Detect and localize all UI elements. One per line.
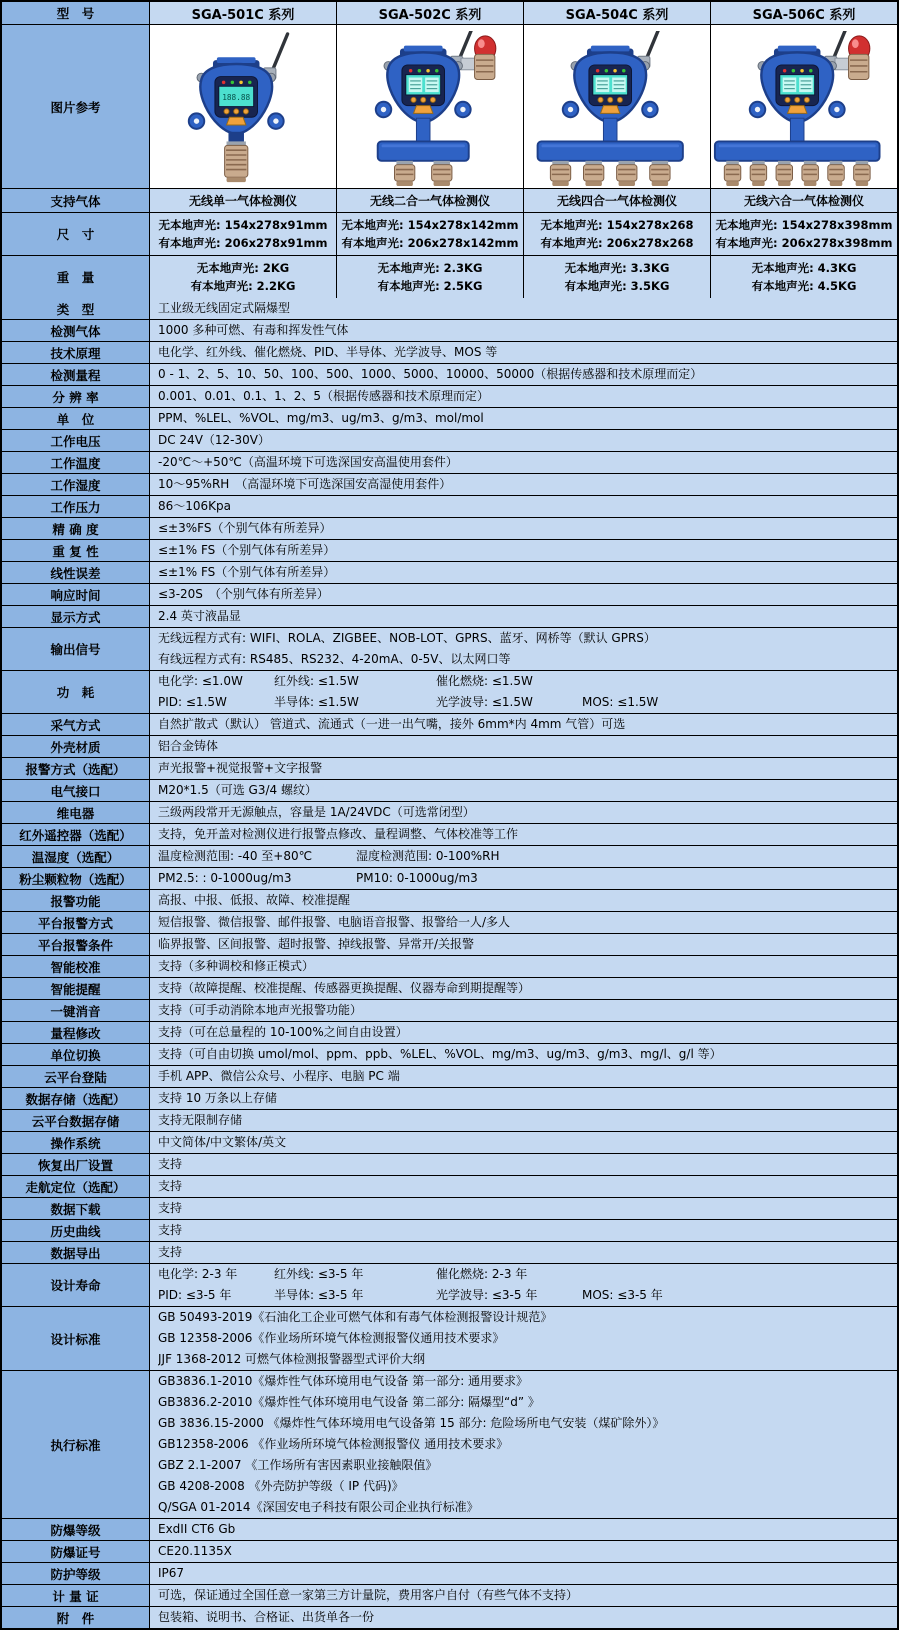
spec-line: 支持: [158, 1223, 183, 1237]
spec-row-label: 报警方式（选配）: [2, 758, 149, 779]
spec-row-label: 采气方式: [2, 714, 149, 735]
spec-line: 可选，保证通过全国任意一家第三方计量院，费用客户自付（有些气体不支持）: [158, 1588, 579, 1602]
spec-grid-segment: 电化学: 2-3 年: [158, 1267, 238, 1281]
spec-line: 有线远程方式有: RS485、RS232、4-20mA、0-5V、以太网口等: [158, 652, 511, 666]
spec-line: CE20.1135X: [158, 1544, 232, 1558]
spec-row-value: [149, 1563, 897, 1584]
spec-line: -20℃～+50℃（高温环境下可选深国安高温使用套件）: [158, 455, 458, 469]
spec-row: [2, 1197, 897, 1219]
spec-row-label: 外壳材质: [2, 736, 149, 757]
weight-501c: [149, 256, 336, 298]
spec-line: 铝合金铸体: [158, 739, 219, 753]
spec-grid-segment: 催化燃烧: ≤1.5W: [436, 674, 533, 688]
spec-row: [2, 1065, 897, 1087]
spec-row-value: [149, 736, 897, 757]
weight-line: 有本地声光: 2.5KG: [377, 279, 483, 294]
spec-row-value: [149, 1132, 897, 1153]
spec-row: [2, 561, 897, 583]
spec-row-value: [149, 1110, 897, 1131]
spec-row-label: 输出信号: [2, 628, 149, 670]
spec-row-value: [149, 978, 897, 999]
spec-line: 高报、中报、低报、故障、校准提醒: [158, 893, 351, 907]
spec-line: GB3836.2-2010《爆炸性气体环境用电气设备 第二部分: 隔爆型“d” 》: [158, 1395, 540, 1409]
spec-row-label: 平台报警方式: [2, 912, 149, 933]
spec-line: ≤±1% FS（个别气体有所差异）: [158, 565, 336, 579]
spec-line: GB12358-2006 《作业场所环境气体检测报警仪 通用技术要求》: [158, 1437, 509, 1451]
spec-row-label: 数据存储（选配）: [2, 1088, 149, 1109]
spec-line: 三级两段常开无源触点，容量是 1A/24VDC（可选常闭型）: [158, 805, 475, 819]
weight-504c: [523, 256, 710, 298]
spec-row: [2, 779, 897, 801]
spec-row-value: [149, 934, 897, 955]
spec-row-value: [149, 562, 897, 583]
model-sga-501c: SGA-501C 系列: [149, 2, 336, 24]
spec-line: 1000 多种可燃、有毒和挥发性气体: [158, 323, 349, 337]
spec-line: 工业级无线固定式隔爆型: [158, 301, 291, 315]
spec-row-value: [149, 584, 897, 605]
spec-row: [2, 1306, 897, 1370]
spec-row: [2, 1370, 897, 1518]
spec-line: 自然扩散式（默认） 管道式、流通式（一进一出气嘴，接外 6mm*内 4mm 气管）可选: [158, 717, 626, 731]
spec-row: [2, 495, 897, 517]
spec-row-value: [149, 1242, 897, 1263]
spec-row-value: [149, 1198, 897, 1219]
support-gas-502c: 无线二合一气体检测仪: [336, 189, 523, 212]
spec-line: GB3836.1-2010《爆炸性气体环境用电气设备 第一部分: 通用要求》: [158, 1374, 529, 1388]
spec-grid-segment: 半导体: ≤1.5W: [274, 695, 359, 709]
spec-row: [2, 627, 897, 670]
spec-row-value: [149, 1307, 897, 1370]
spec-grid-segment: MOS: ≤1.5W: [582, 695, 659, 709]
spec-grid-segment: PID: ≤1.5W: [158, 695, 227, 709]
spec-row-label: 维电器: [2, 802, 149, 823]
spec-row-label: 计 量 证: [2, 1585, 149, 1606]
spec-row-label: 走航定位（选配）: [2, 1176, 149, 1197]
gas-detector-illustration: [525, 31, 709, 188]
size-line: 无本地声光: 154x278x398mm: [715, 217, 893, 232]
size-row: [2, 212, 897, 255]
support-gas-504c: 无线四合一气体检测仪: [523, 189, 710, 212]
spec-row: [2, 1109, 897, 1131]
spec-row-label: 附 件: [2, 1607, 149, 1628]
spec-row: [2, 735, 897, 757]
spec-row-value: [149, 714, 897, 735]
spec-grid-line: [158, 1285, 893, 1306]
spec-row-label: 操作系统: [2, 1132, 149, 1153]
spec-grid-segment: PM2.5: : 0-1000ug/m3: [158, 871, 292, 885]
spec-row: [2, 1043, 897, 1065]
spec-row: [2, 517, 897, 539]
spec-row-value: [149, 912, 897, 933]
spec-row-value: [149, 1541, 897, 1562]
spec-row: [2, 1606, 897, 1628]
spec-row-label: 防爆证号: [2, 1541, 149, 1562]
spec-row: [2, 1087, 897, 1109]
support-gas-label: 支持气体: [2, 189, 149, 212]
spec-row-label: 智能提醒: [2, 978, 149, 999]
spec-line: 临界报警、区间报警、超时报警、掉线报警、异常开/关报警: [158, 937, 475, 951]
image-row-label: 图片参考: [2, 25, 149, 188]
spec-row-value: [149, 1088, 897, 1109]
spec-row-value: [149, 408, 897, 429]
spec-line: 2.4 英寸液晶显: [158, 609, 241, 623]
spec-grid-segment: 湿度检测范围: 0-100%RH: [356, 849, 500, 863]
spec-grid-segment: 电化学: ≤1.0W: [158, 674, 243, 688]
spec-row-label: 平台报警条件: [2, 934, 149, 955]
spec-line: Q/SGA 01-2014《深国安电子科技有限公司企业执行标准》: [158, 1500, 479, 1514]
spec-line: 包装箱、说明书、合格证、出货单各一份: [158, 1610, 375, 1624]
spec-row-value: [149, 474, 897, 495]
spec-grid-segment: 红外线: ≤1.5W: [274, 674, 359, 688]
spec-row: [2, 583, 897, 605]
size-line: 有本地声光: 206x278x91mm: [158, 236, 328, 251]
spec-line: PPM、%LEL、%VOL、mg/m3、ug/m3、g/m3、mol/mol: [158, 411, 484, 425]
spec-row-value: [149, 780, 897, 801]
spec-line: JJF 1368-2012 可燃气体检测报警器型式评价大纲: [158, 1352, 426, 1366]
spec-row: [2, 911, 897, 933]
spec-row-label: 工作压力: [2, 496, 149, 517]
spec-row-label: 设计寿命: [2, 1264, 149, 1306]
size-line: 无本地声光: 154x278x91mm: [158, 217, 328, 232]
spec-row-value: [149, 1519, 897, 1540]
gas-detector-illustration: [712, 31, 896, 188]
spec-row-value: [149, 890, 897, 911]
spec-line: 电化学、红外线、催化燃烧、PID、半导体、光学波导、MOS 等: [158, 345, 498, 359]
device-image-sga-502c: [336, 25, 523, 188]
header-row: [2, 2, 897, 24]
spec-line: 支持（多种调校和修正模式）: [158, 959, 315, 973]
spec-line: 0 - 1、2、5、10、50、100、500、1000、5000、10000、50000（根据传感器和技术原理而定）: [158, 367, 703, 381]
spec-row-value: [149, 802, 897, 823]
spec-row-label: 红外遥控器（选配）: [2, 824, 149, 845]
spec-row-label: 防爆等级: [2, 1519, 149, 1540]
spec-row: [2, 845, 897, 867]
spec-row-value: [149, 1264, 897, 1306]
spec-row-value: [149, 1585, 897, 1606]
spec-grid-segment: 红外线: ≤3-5 年: [274, 1267, 364, 1281]
spec-row-label: 工作电压: [2, 430, 149, 451]
spec-row-label: 重 复 性: [2, 540, 149, 561]
spec-row-value: [149, 452, 897, 473]
size-line: 无本地声光: 154x278x268: [540, 217, 694, 232]
spec-line: ≤±3%FS（个别气体有所差异）: [158, 521, 332, 535]
spec-row-label: 类 型: [2, 298, 149, 319]
support-gas-506c: 无线六合一气体检测仪: [710, 189, 897, 212]
spec-row-value: [149, 606, 897, 627]
spec-row: [2, 605, 897, 627]
spec-row: [2, 999, 897, 1021]
spec-line: 支持，免开盖对检测仪进行报警点修改、量程调整、气体校准等工作: [158, 827, 519, 841]
spec-row-value: [149, 1022, 897, 1043]
size-501c: [149, 213, 336, 255]
spec-line: GB 4208-2008 《外壳防护等级（ IP 代码)》: [158, 1479, 404, 1493]
spec-row: [2, 341, 897, 363]
spec-row: [2, 1518, 897, 1540]
spec-row-value: [149, 1220, 897, 1241]
spec-row-value: [149, 824, 897, 845]
spec-row-value: [149, 430, 897, 451]
size-line: 有本地声光: 206x278x142mm: [341, 236, 519, 251]
image-row: [2, 24, 897, 188]
model-sga-502c: SGA-502C 系列: [336, 2, 523, 24]
spec-row: [2, 1175, 897, 1197]
spec-grid-segment: MOS: ≤3-5 年: [582, 1288, 663, 1302]
spec-row-label: 智能校准: [2, 956, 149, 977]
weight-502c: [336, 256, 523, 298]
spec-line: 0.001、0.01、0.1、1、2、5（根据传感器和技术原理而定）: [158, 389, 490, 403]
spec-row: [2, 473, 897, 495]
spec-row: [2, 823, 897, 845]
weight-line: 无本地声光: 4.3KG: [751, 260, 857, 275]
spec-row: [2, 298, 897, 319]
spec-grid-line: [158, 692, 893, 713]
spec-line: 支持: [158, 1179, 183, 1193]
spec-grid-line: [158, 671, 893, 692]
spec-line: 手机 APP、微信公众号、小程序、电脑 PC 端: [158, 1069, 400, 1083]
support-gas-row: [2, 188, 897, 212]
spec-row-label: 执行标准: [2, 1371, 149, 1518]
spec-row: [2, 889, 897, 911]
spec-row: [2, 977, 897, 999]
spec-row-label: 电气接口: [2, 780, 149, 801]
spec-row: [2, 955, 897, 977]
model-sga-504c: SGA-504C 系列: [523, 2, 710, 24]
spec-grid-line: [158, 846, 893, 867]
spec-row: [2, 670, 897, 713]
spec-row-label: 检测气体: [2, 320, 149, 341]
spec-row-value: [149, 956, 897, 977]
spec-row-label: 温湿度（选配）: [2, 846, 149, 867]
spec-row-value: [149, 540, 897, 561]
spec-line: 中文简体/中文繁体/英文: [158, 1135, 287, 1149]
spec-row-value: [149, 518, 897, 539]
spec-row-value: [149, 1607, 897, 1628]
gas-detector-illustration: [151, 31, 335, 188]
spec-row: [2, 319, 897, 341]
spec-row-value: [149, 364, 897, 385]
size-506c: [710, 213, 897, 255]
weight-line: 有本地声光: 3.5KG: [564, 279, 670, 294]
spec-line: GB 3836.15-2000 《爆炸性气体环境用电气设备第 15 部分: 危险场所电气安装（煤矿除外）》: [158, 1416, 665, 1430]
spec-row: [2, 385, 897, 407]
spec-row-value: [149, 320, 897, 341]
spec-row-value: [149, 1154, 897, 1175]
spec-row-label: 粉尘颗粒物（选配）: [2, 868, 149, 889]
spec-grid-segment: 催化燃烧: 2-3 年: [436, 1267, 528, 1281]
spec-row: [2, 1584, 897, 1606]
spec-line: GB 50493-2019《石油化工企业可燃气体和有毒气体检测报警设计规范》: [158, 1310, 553, 1324]
spec-row: [2, 1540, 897, 1562]
spec-row: [2, 1562, 897, 1584]
spec-row-label: 技术原理: [2, 342, 149, 363]
spec-line: 支持（可手动消除本地声光报警功能）: [158, 1003, 363, 1017]
model-header-label: 型 号: [2, 2, 149, 24]
weight-line: 有本地声光: 4.5KG: [751, 279, 857, 294]
spec-row-value: [149, 1371, 897, 1518]
spec-row: [2, 1219, 897, 1241]
spec-line: 支持 10 万条以上存储: [158, 1091, 277, 1105]
spec-line: M20*1.5（可选 G3/4 螺纹）: [158, 783, 317, 797]
spec-grid-segment: 温度检测范围: -40 至+80℃: [158, 849, 313, 863]
spec-row-value: [149, 628, 897, 670]
spec-line: 短信报警、微信报警、邮件报警、电脑语音报警、报警给一人/多人: [158, 915, 511, 929]
spec-line: GB 12358-2006《作业场所环境气体检测报警仪通用技术要求》: [158, 1331, 505, 1345]
spec-row-label: 工作温度: [2, 452, 149, 473]
spec-row-label: 防护等级: [2, 1563, 149, 1584]
spec-line: 支持: [158, 1157, 183, 1171]
spec-row: [2, 539, 897, 561]
spec-row-label: 云平台数据存储: [2, 1110, 149, 1131]
size-line: 有本地声光: 206x278x268: [540, 236, 694, 251]
size-line: 无本地声光: 154x278x142mm: [341, 217, 519, 232]
spec-row-label: 工作湿度: [2, 474, 149, 495]
spec-line: 支持（故障提醒、校准提醒、传感器更换提醒、仪器寿命到期提醒等）: [158, 981, 531, 995]
spec-row-label: 设计标准: [2, 1307, 149, 1370]
spec-line: 支持: [158, 1201, 183, 1215]
spec-row: [2, 1153, 897, 1175]
spec-row-label: 历史曲线: [2, 1220, 149, 1241]
spec-grid-segment: 光学波导: ≤3-5 年: [436, 1288, 538, 1302]
spec-grid-line: [158, 868, 893, 889]
spec-row-label: 检测量程: [2, 364, 149, 385]
spec-row-value: [149, 671, 897, 713]
spec-row: [2, 1241, 897, 1263]
spec-row: [2, 757, 897, 779]
weight-line: 无本地声光: 3.3KG: [564, 260, 670, 275]
spec-row-label: 恢复出厂设置: [2, 1154, 149, 1175]
weight-line: 无本地声光: 2KG: [196, 260, 290, 275]
spec-grid-segment: 光学波导: ≤1.5W: [436, 695, 533, 709]
spec-line: GBZ 2.1-2007 《工作场所有害因素职业接触限值》: [158, 1458, 438, 1472]
spec-row-label: 单位切换: [2, 1044, 149, 1065]
spec-line: DC 24V（12-30V）: [158, 433, 270, 447]
weight-label: 重 量: [2, 256, 149, 298]
spec-row-label: 一键消音: [2, 1000, 149, 1021]
svg-text:188.88: 188.88: [222, 92, 251, 102]
spec-line: 86～106Kpa: [158, 499, 232, 513]
spec-line: 10～95%RH （高湿环境下可选深国安高湿使用套件）: [158, 477, 452, 491]
spec-row: [2, 933, 897, 955]
spec-row-label: 线性误差: [2, 562, 149, 583]
spec-row: [2, 713, 897, 735]
spec-line: ≤3-20S （个别气体有所差异）: [158, 587, 329, 601]
spec-line: 无线远程方式有: WIFI、ROLA、ZIGBEE、NOB-LOT、GPRS、蓝牙、网桥等（默认 GPRS）: [158, 631, 656, 645]
device-image-sga-501c: [149, 25, 336, 188]
spec-line: ExdII CT6 Gb: [158, 1522, 236, 1536]
spec-row-label: 云平台登陆: [2, 1066, 149, 1087]
spec-row: [2, 429, 897, 451]
spec-row-label: 精 确 度: [2, 518, 149, 539]
spec-row-value: [149, 386, 897, 407]
spec-row-value: [149, 298, 897, 319]
weight-506c: [710, 256, 897, 298]
spec-row-value: [149, 1066, 897, 1087]
device-image-sga-506c: [710, 25, 897, 188]
weight-line: 无本地声光: 2.3KG: [377, 260, 483, 275]
spec-row-value: [149, 868, 897, 889]
spec-row-label: 数据下载: [2, 1198, 149, 1219]
spec-line: 支持（可自由切换 umol/mol、ppm、ppb、%LEL、%VOL、mg/m3、ug/m3、g/m3、mg/l、g/l 等）: [158, 1047, 722, 1061]
size-504c: [523, 213, 710, 255]
size-line: 有本地声光: 206x278x398mm: [715, 236, 893, 251]
spec-grid-segment: PM10: 0-1000ug/m3: [356, 871, 478, 885]
spec-line: 声光报警+视觉报警+文字报警: [158, 761, 323, 775]
spec-row-value: [149, 758, 897, 779]
spec-row-label: 报警功能: [2, 890, 149, 911]
spec-grid-segment: 半导体: ≤3-5 年: [274, 1288, 364, 1302]
gas-detector-illustration: [338, 31, 522, 188]
spec-row: [2, 801, 897, 823]
spec-line: IP67: [158, 1566, 185, 1580]
spec-row: [2, 1263, 897, 1306]
spec-line: 支持无限制存储: [158, 1113, 243, 1127]
size-502c: [336, 213, 523, 255]
weight-line: 有本地声光: 2.2KG: [190, 279, 296, 294]
spec-row-label: 量程修改: [2, 1022, 149, 1043]
spec-row-label: 功 耗: [2, 671, 149, 713]
spec-row-value: [149, 496, 897, 517]
spec-row-value: [149, 846, 897, 867]
spec-row-label: 显示方式: [2, 606, 149, 627]
weight-row: [2, 255, 897, 298]
spec-row: [2, 1131, 897, 1153]
spec-row-label: 分 辨 率: [2, 386, 149, 407]
spec-row-value: [149, 1176, 897, 1197]
size-label: 尺 寸: [2, 213, 149, 255]
spec-row-label: 响应时间: [2, 584, 149, 605]
spec-line: ≤±1% FS（个别气体有所差异）: [158, 543, 336, 557]
spec-line: 支持: [158, 1245, 183, 1259]
model-sga-506c: SGA-506C 系列: [710, 2, 897, 24]
spec-row-label: 数据导出: [2, 1242, 149, 1263]
spec-grid-segment: PID: ≤3-5 年: [158, 1288, 232, 1302]
support-gas-501c: 无线单一气体检测仪: [149, 189, 336, 212]
spec-grid-line: [158, 1264, 893, 1285]
spec-rows-body: [2, 298, 897, 1628]
spec-row-value: [149, 1000, 897, 1021]
spec-row-value: [149, 1044, 897, 1065]
spec-row: [2, 451, 897, 473]
spec-row-label: 单 位: [2, 408, 149, 429]
spec-row-value: [149, 342, 897, 363]
device-image-sga-504c: [523, 25, 710, 188]
spec-row: [2, 1021, 897, 1043]
spec-line: 支持（可在总量程的 10-100%之间自由设置）: [158, 1025, 408, 1039]
spec-row: [2, 363, 897, 385]
spec-row: [2, 407, 897, 429]
spec-row: [2, 867, 897, 889]
